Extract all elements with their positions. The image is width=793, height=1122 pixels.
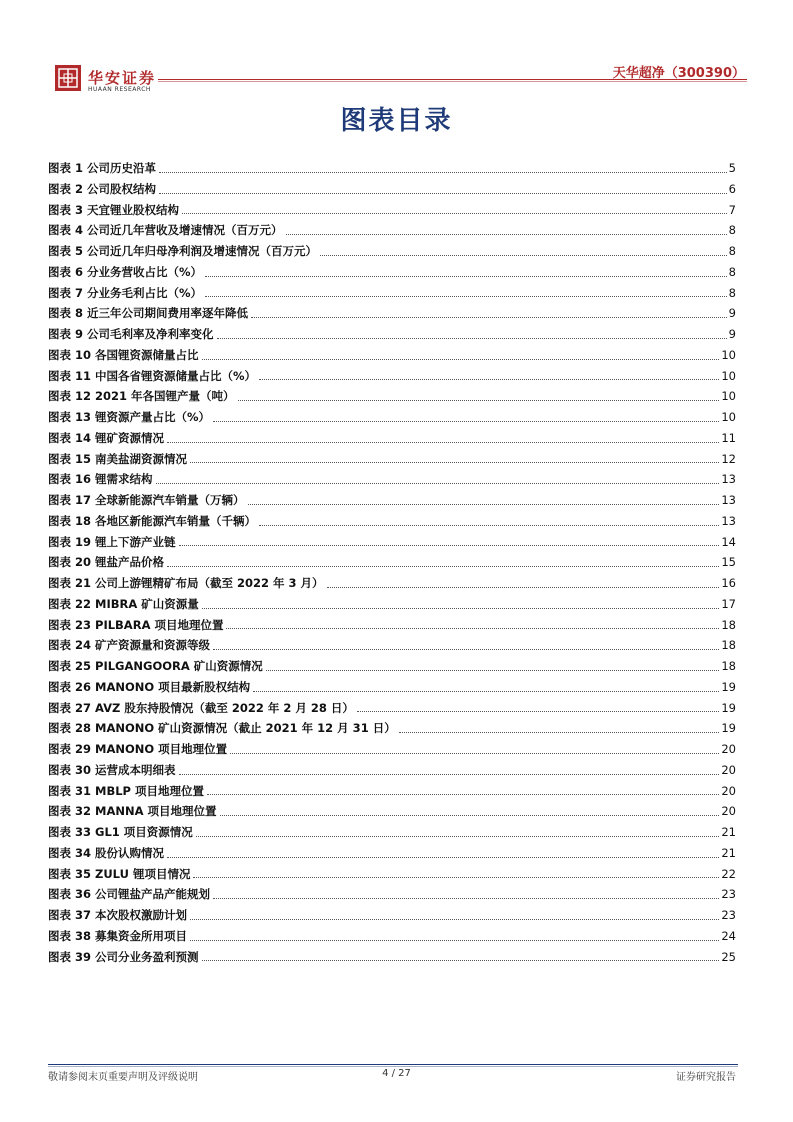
toc-entry[interactable] bbox=[48, 324, 736, 345]
toc-entry-page[interactable]: 5 bbox=[728, 161, 736, 175]
toc-entry-page[interactable]: 19 bbox=[721, 679, 736, 694]
toc-leader-dots bbox=[190, 461, 719, 463]
toc-entry-label[interactable]: 图表 33 GL1 项目资源情况 bbox=[48, 825, 193, 839]
toc-entry-page[interactable]: 12 bbox=[721, 451, 736, 466]
toc-entry-page[interactable]: 20 bbox=[721, 742, 736, 756]
toc-entry[interactable] bbox=[48, 864, 736, 885]
toc-leader-dots bbox=[167, 441, 719, 443]
toc-leader-dots bbox=[179, 544, 720, 546]
toc-entry-page[interactable]: 19 bbox=[721, 721, 736, 736]
toc-entry-page[interactable]: 22 bbox=[721, 866, 736, 881]
toc-entry-label[interactable]: 图表 21 公司上游锂精矿布局（截至 2022 年 3 月） bbox=[48, 576, 324, 590]
toc-entry-label[interactable]: 图表 1 公司历史沿革 bbox=[48, 161, 157, 175]
toc-entry-label[interactable]: 图表 5 公司近几年归母净利润及增速情况（百万元） bbox=[48, 244, 318, 258]
toc-entry-label[interactable]: 图表 29 MANONO 项目地理位置 bbox=[48, 742, 228, 756]
toc-entry-label[interactable]: 图表 4 公司近几年营收及增速情况（百万元） bbox=[48, 223, 283, 238]
toc-entry-label[interactable]: 图表 10 各国锂资源储量占比 bbox=[48, 347, 199, 362]
toc-leader-dots bbox=[226, 627, 719, 629]
toc-entry-label[interactable]: 图表 27 AVZ 股东持股情况（截至 2022 年 2 月 28 日） bbox=[48, 700, 354, 715]
toc-entry-page[interactable]: 9 bbox=[728, 327, 736, 341]
toc-entry-page[interactable]: 8 bbox=[728, 285, 736, 300]
toc-entry-page[interactable]: 10 bbox=[721, 368, 736, 383]
toc-entry[interactable] bbox=[48, 843, 736, 864]
toc-entry-label[interactable]: 图表 2 公司股权结构 bbox=[48, 181, 157, 196]
toc-leader-dots bbox=[357, 710, 719, 712]
toc-entry[interactable] bbox=[48, 303, 736, 324]
toc-entry[interactable] bbox=[48, 283, 736, 304]
toc-entry-page[interactable]: 13 bbox=[721, 493, 736, 507]
toc-leader-dots bbox=[320, 254, 727, 256]
figure-table-of-contents bbox=[48, 158, 736, 967]
toc-leader-dots bbox=[259, 524, 719, 526]
toc-entry-label[interactable]: 图表 14 锂矿资源情况 bbox=[48, 430, 165, 445]
toc-entry[interactable] bbox=[48, 656, 736, 677]
toc-entry[interactable] bbox=[48, 760, 736, 781]
toc-leader-dots bbox=[190, 918, 719, 920]
toc-entry[interactable] bbox=[48, 220, 736, 241]
page-title: 图表目录 bbox=[340, 106, 453, 136]
toc-entry-label[interactable]: 图表 24 矿产资源量和资源等级 bbox=[48, 638, 211, 653]
toc-entry-label[interactable]: 图表 25 PILGANGOORA 矿山资源情况 bbox=[48, 659, 263, 673]
toc-leader-dots bbox=[202, 607, 720, 609]
toc-entry-label[interactable]: 图表 6 分业务营收占比（%） bbox=[48, 264, 203, 279]
page-number: 4 / 27 bbox=[382, 1068, 411, 1079]
toc-entry-label[interactable]: 图表 13 锂资源产量占比（%） bbox=[48, 410, 211, 424]
footer-divider bbox=[48, 1064, 738, 1065]
toc-entry-page[interactable]: 23 bbox=[721, 887, 736, 902]
toc-leader-dots bbox=[230, 752, 719, 754]
toc-entry-page[interactable]: 23 bbox=[721, 908, 736, 922]
toc-entry[interactable] bbox=[48, 781, 736, 802]
toc-entry-page[interactable]: 18 bbox=[721, 638, 736, 653]
toc-entry[interactable] bbox=[48, 158, 736, 179]
toc-entry-page[interactable]: 24 bbox=[721, 928, 736, 943]
toc-leader-dots bbox=[202, 358, 720, 360]
toc-leader-dots bbox=[253, 690, 719, 692]
toc-entry-label[interactable]: 图表 17 全球新能源汽车销量（万辆） bbox=[48, 493, 245, 507]
header-divider-thin bbox=[158, 81, 747, 82]
toc-entry-label[interactable]: 图表 12 2021 年各国锂产量（吨） bbox=[48, 389, 235, 404]
toc-entry-label[interactable]: 图表 39 公司分业务盈利预测 bbox=[48, 949, 199, 964]
toc-entry[interactable] bbox=[48, 490, 736, 511]
toc-entry[interactable] bbox=[48, 511, 736, 532]
toc-entry[interactable] bbox=[48, 718, 736, 739]
toc-entry-page[interactable]: 8 bbox=[728, 223, 736, 238]
toc-entry[interactable] bbox=[48, 241, 736, 262]
toc-entry[interactable] bbox=[48, 677, 736, 698]
toc-leader-dots bbox=[399, 731, 720, 733]
toc-leader-dots bbox=[205, 295, 727, 297]
toc-entry-label[interactable]: 图表 9 公司毛利率及净利率变化 bbox=[48, 327, 214, 341]
toc-leader-dots bbox=[179, 773, 720, 775]
toc-entry[interactable] bbox=[48, 386, 736, 407]
toc-entry[interactable] bbox=[48, 469, 736, 490]
toc-entry-page[interactable]: 13 bbox=[721, 472, 736, 487]
toc-leader-dots bbox=[202, 959, 720, 961]
toc-entry[interactable] bbox=[48, 345, 736, 366]
toc-leader-dots bbox=[238, 399, 720, 401]
toc-entry-label[interactable]: 图表 11 中国各省锂资源储量占比（%） bbox=[48, 368, 257, 383]
toc-entry-page[interactable]: 13 bbox=[721, 513, 736, 528]
toc-entry[interactable] bbox=[48, 532, 736, 553]
toc-entry-page[interactable]: 14 bbox=[721, 534, 736, 549]
toc-entry-label[interactable]: 图表 20 锂盐产品价格 bbox=[48, 555, 165, 570]
toc-leader-dots bbox=[220, 814, 720, 816]
toc-entry[interactable] bbox=[48, 262, 736, 283]
toc-entry-page[interactable]: 6 bbox=[728, 181, 736, 196]
toc-leader-dots bbox=[213, 420, 719, 422]
toc-entry[interactable] bbox=[48, 594, 736, 615]
toc-entry[interactable] bbox=[48, 822, 736, 843]
toc-leader-dots bbox=[159, 192, 727, 194]
toc-entry[interactable] bbox=[48, 801, 736, 822]
toc-entry[interactable] bbox=[48, 698, 736, 719]
toc-leader-dots bbox=[205, 275, 727, 277]
toc-entry-page[interactable]: 11 bbox=[721, 430, 736, 445]
toc-entry-label[interactable]: 图表 37 本次股权激励计划 bbox=[48, 908, 188, 922]
toc-entry-page[interactable]: 10 bbox=[721, 347, 736, 362]
toc-leader-dots bbox=[266, 669, 720, 671]
toc-entry-label[interactable]: 图表 28 MANONO 矿山资源情况（截止 2021 年 12 月 31 日） bbox=[48, 721, 396, 736]
toc-entry[interactable] bbox=[48, 573, 736, 594]
toc-entry-label[interactable]: 图表 18 各地区新能源汽车销量（千辆） bbox=[48, 513, 257, 528]
toc-entry-page[interactable]: 10 bbox=[721, 389, 736, 404]
toc-entry-label[interactable]: 图表 23 PILBARA 项目地理位置 bbox=[48, 617, 224, 632]
toc-leader-dots bbox=[167, 856, 719, 858]
toc-entry-label[interactable]: 图表 36 公司锂盐产品产能规划 bbox=[48, 887, 211, 902]
toc-leader-dots bbox=[248, 503, 720, 505]
toc-entry-label[interactable]: 图表 7 分业务毛利占比（%） bbox=[48, 285, 203, 300]
toc-entry[interactable] bbox=[48, 200, 736, 221]
toc-entry[interactable] bbox=[48, 366, 736, 387]
toc-entry-label[interactable]: 图表 30 运营成本明细表 bbox=[48, 762, 176, 777]
toc-leader-dots bbox=[217, 337, 727, 339]
toc-entry[interactable] bbox=[48, 905, 736, 926]
toc-entry-label[interactable]: 图表 3 天宜锂业股权结构 bbox=[48, 202, 180, 217]
toc-leader-dots bbox=[213, 897, 719, 899]
toc-entry-page[interactable]: 15 bbox=[721, 555, 736, 570]
company-name: 天华超净（300390） bbox=[612, 66, 745, 81]
toc-leader-dots bbox=[251, 316, 727, 318]
toc-entry-page[interactable]: 18 bbox=[721, 659, 736, 673]
huaan-logo-icon bbox=[55, 65, 81, 91]
toc-entry-page[interactable]: 20 bbox=[721, 804, 736, 819]
toc-leader-dots bbox=[156, 482, 720, 484]
toc-entry-page[interactable]: 7 bbox=[728, 202, 736, 217]
toc-leader-dots bbox=[213, 648, 719, 650]
toc-entry[interactable] bbox=[48, 179, 736, 200]
page-header bbox=[48, 62, 745, 98]
toc-entry-label[interactable]: 图表 16 锂需求结构 bbox=[48, 472, 153, 487]
toc-entry-page[interactable]: 21 bbox=[721, 825, 736, 839]
toc-entry[interactable] bbox=[48, 449, 736, 470]
toc-entry-label[interactable]: 图表 38 募集资金所用项目 bbox=[48, 928, 188, 943]
toc-leader-dots bbox=[159, 171, 727, 173]
toc-entry-page[interactable]: 8 bbox=[728, 244, 736, 258]
toc-entry-label[interactable]: 图表 8 近三年公司期间费用率逐年降低 bbox=[48, 306, 249, 321]
toc-entry[interactable] bbox=[48, 428, 736, 449]
toc-leader-dots bbox=[167, 565, 719, 567]
toc-entry-label[interactable]: 图表 19 锂上下游产业链 bbox=[48, 534, 176, 549]
toc-entry[interactable] bbox=[48, 947, 736, 968]
toc-entry-page[interactable]: 19 bbox=[721, 700, 736, 715]
toc-leader-dots bbox=[182, 212, 727, 214]
toc-entry[interactable] bbox=[48, 552, 736, 573]
toc-entry-page[interactable]: 18 bbox=[721, 617, 736, 632]
toc-entry-page[interactable]: 20 bbox=[721, 783, 736, 798]
toc-entry-label[interactable]: 图表 26 MANONO 项目最新股权结构 bbox=[48, 679, 251, 694]
toc-leader-dots bbox=[327, 586, 720, 588]
toc-entry[interactable] bbox=[48, 635, 736, 656]
toc-entry[interactable] bbox=[48, 407, 736, 428]
toc-entry-page[interactable]: 21 bbox=[721, 845, 736, 860]
toc-leader-dots bbox=[193, 876, 719, 878]
toc-entry-page[interactable]: 8 bbox=[728, 264, 736, 279]
toc-entry-page[interactable]: 9 bbox=[728, 306, 736, 321]
logo-english-text: HUAAN RESEARCH bbox=[88, 86, 151, 93]
toc-entry[interactable] bbox=[48, 926, 736, 947]
toc-entry-page[interactable]: 25 bbox=[721, 949, 736, 964]
toc-entry[interactable] bbox=[48, 739, 736, 760]
toc-entry[interactable] bbox=[48, 884, 736, 905]
toc-leader-dots bbox=[207, 793, 719, 795]
toc-leader-dots bbox=[259, 378, 719, 380]
footer-disclaimer: 敬请参阅末页重要声明及评级说明 bbox=[48, 1072, 198, 1083]
toc-entry-label[interactable]: 图表 15 南美盐湖资源情况 bbox=[48, 451, 188, 466]
toc-entry-page[interactable]: 20 bbox=[721, 762, 736, 777]
footer-divider-thin bbox=[48, 1066, 738, 1067]
toc-leader-dots bbox=[190, 939, 719, 941]
toc-entry-label[interactable]: 图表 35 ZULU 锂项目情况 bbox=[48, 866, 191, 881]
toc-entry[interactable] bbox=[48, 615, 736, 636]
toc-leader-dots bbox=[196, 835, 720, 837]
toc-entry-label[interactable]: 图表 22 MIBRA 矿山资源量 bbox=[48, 596, 199, 611]
toc-entry-page[interactable]: 10 bbox=[721, 410, 736, 424]
toc-entry-label[interactable]: 图表 34 股份认购情况 bbox=[48, 845, 165, 860]
logo-chinese-text: 华安证券 bbox=[88, 69, 157, 87]
report-type: 证券研究报告 bbox=[676, 1072, 736, 1083]
toc-entry-label[interactable]: 图表 32 MANNA 项目地理位置 bbox=[48, 804, 217, 819]
toc-leader-dots bbox=[286, 233, 727, 235]
toc-entry-page[interactable]: 16 bbox=[721, 576, 736, 590]
toc-entry-label[interactable]: 图表 31 MBLP 项目地理位置 bbox=[48, 783, 204, 798]
toc-entry-page[interactable]: 17 bbox=[721, 596, 736, 611]
